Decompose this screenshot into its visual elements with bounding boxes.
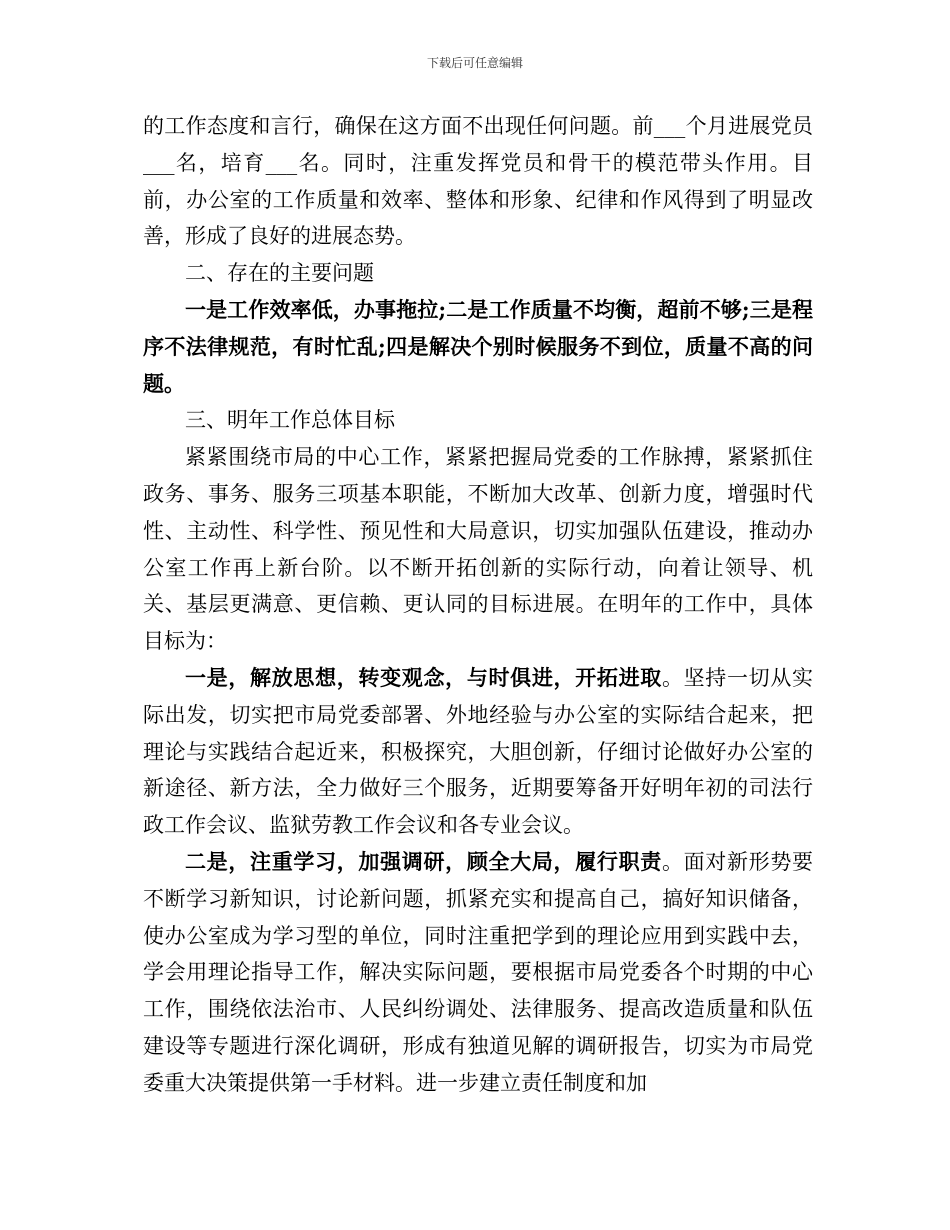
goal-1-title: 一是，解放思想，转变观念，与时俱进，开拓进取 (185, 664, 662, 690)
goal-2-text: 。面对新形势要不断学习新知识，讨论新问题，抓紧充实和提高自己，搞好知识储备，使办公室成为学习型的单位，同时注重把学到的理论应用到实践中去，学会用理论指导工作，解决实际问题，要根据市局党委各个时期的中心工作，围绕依法治市、人民纠纷调处、法律服务、提高改造质量和队伍建设等专题进行深化调研，形成有独道见解的调研报告，切实为市局党委重大决策提供第一手材料。进一步建立责任制度和加 (143, 849, 814, 1095)
page-header: 下载后可任意编辑 (426, 56, 523, 70)
goal-2-title: 二是，注重学习，加强调研，顾全大局，履行职责 (185, 848, 662, 874)
paragraph-goal-2 (143, 844, 813, 1102)
paragraph-1: 的工作态度和言行，确保在这方面不出现任何问题。前___个月进展党员___名，培育___名。同时，注重发挥党员和骨干的模范带头作用。目前，办公室的工作质量和效率、整体和形象、纪律和作风得到了明显改善，形成了良好的进展态势。 (143, 114, 813, 249)
document-body (143, 108, 813, 1102)
section-heading-2: 二、存在的主要问题 (185, 261, 374, 286)
section-heading-3: 三、明年工作总体目标 (185, 408, 395, 433)
paragraph-problems: 一是工作效率低，办事拖拉;二是工作质量不均衡，超前不够;三是程序不法律规范，有时忙乱;四是解决个别时候服务不到位，质量不高的问题。 (143, 296, 813, 396)
goal-1-text: 。坚持一切从实际出发，切实把市局党委部署、外地经验与办公室的实际结合起来，把理论与实践结合起近来，积极探究，大胆创新，仔细讨论做好办公室的新途径、新方法，全力做好三个服务，近期要筹备开好明年初的司法行政工作会议、监狱劳教工作会议和各专业会议。 (143, 665, 814, 838)
paragraph-goals: 紧紧围绕市局的中心工作，紧紧把握局党委的工作脉搏，紧紧抓住政务、事务、服务三项基本职能，不断加大改革、创新力度，增强时代性、主动性、科学性、预见性和大局意识，切实加强队伍建设，推动办公室工作再上新台阶。以不断开拓创新的实际行动，向着让领导、机关、基层更满意、更信赖、更认同的目标进展。在明年的工作中，具体目标为： (143, 445, 813, 654)
paragraph-goal-1 (143, 660, 813, 844)
